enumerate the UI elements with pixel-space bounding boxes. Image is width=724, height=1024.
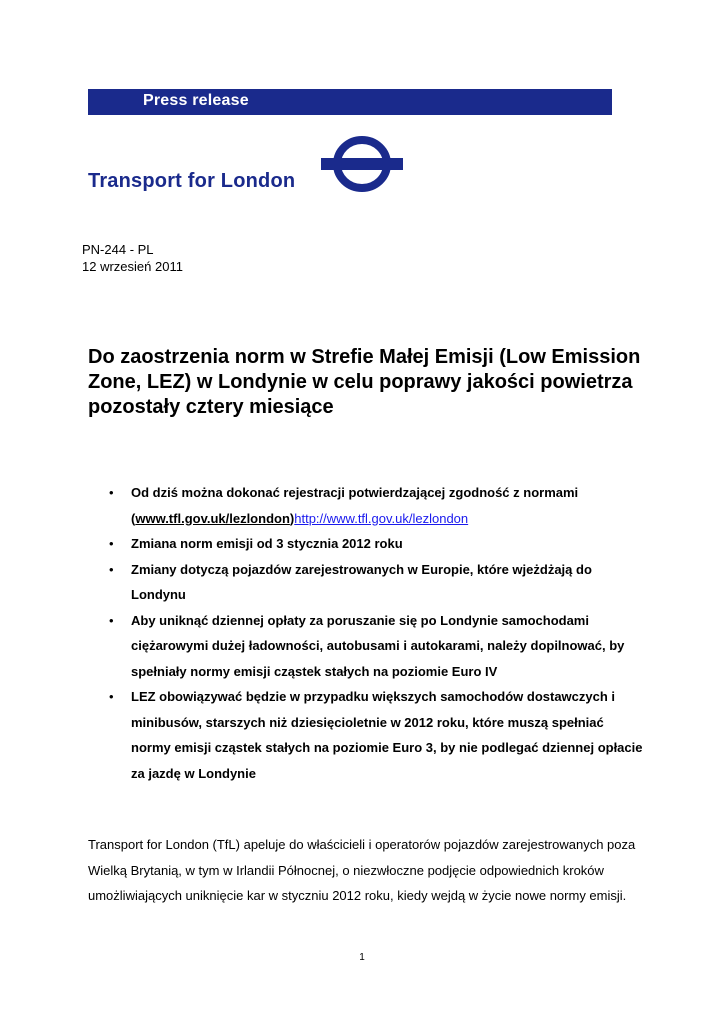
list-item-text: Zmiana norm emisji od 3 stycznia 2012 roku — [131, 536, 403, 551]
list-item-close: ) — [289, 510, 295, 526]
list-item-text: LEZ obowiązywać będzie w przypadku większych samochodów dostawczych i minibusów, starszych niż dziesięcioletnie w 2012 roku, które muszą spełniać normy emisji cząstek stałych na poziomie Euro 3, by nie podlegać dziennej opłacie za jazdę w Londynie — [131, 689, 643, 781]
press-release-banner — [88, 89, 612, 115]
roundel-logo-icon — [319, 134, 405, 194]
bullet-icon: • — [109, 536, 114, 551]
registration-link[interactable]: http://www.tfl.gov.uk/lezlondon — [294, 510, 469, 526]
bullet-icon: • — [109, 561, 114, 577]
release-date: 12 wrzesień 2011 — [82, 259, 183, 274]
page-number: 1 — [359, 952, 365, 963]
list-item-text: Zmiany dotyczą pojazdów zarejestrowanych w Europie, które wjeżdżają do Londynu — [131, 561, 592, 602]
list-item-text: Od dziś można dokonać rejestracji potwierdzającej zgodność z normami ( — [131, 485, 579, 526]
banner-label: Press release — [143, 92, 249, 109]
list-item — [106, 608, 646, 685]
reference-number: PN-244 - PL — [82, 242, 154, 257]
key-points-list — [106, 480, 646, 786]
release-meta — [82, 241, 183, 275]
list-item — [106, 557, 646, 608]
bullet-icon: • — [109, 612, 114, 628]
bullet-icon: • — [109, 689, 114, 704]
headline: Do zaostrzenia norm w Strefie Małej Emisji (Low Emission Zone, LEZ) w Londynie w celu poprawy jakości powietrza pozostały cztery miesiące — [88, 346, 641, 418]
list-item — [106, 480, 646, 531]
body-paragraph: Transport for London (TfL) apeluje do właścicieli i operatorów pojazdów zarejestrowanych poza Wielką Brytanią, w tym w Irlandii Północnej, o niezwłoczne podjęcie odpowiednich kroków umożliwiających uniknięcie kar w styczniu 2012 roku, kiedy wejdą w życie nowe normy emisji. — [88, 837, 636, 903]
list-item — [106, 684, 646, 786]
brand-name: Transport for London — [88, 170, 296, 192]
list-item — [106, 531, 646, 557]
registration-link-bold[interactable]: www.tfl.gov.uk/lezlondon — [135, 510, 290, 526]
list-item-text: Aby uniknąć dziennej opłaty za poruszanie się po Londynie samochodami ciężarowymi dużej ładowności, autobusami i autokarami, należy dopilnować, by spełniały normy emisji cząstek stałych na poziomie Euro IV — [131, 612, 625, 679]
bullet-icon: • — [109, 485, 114, 500]
